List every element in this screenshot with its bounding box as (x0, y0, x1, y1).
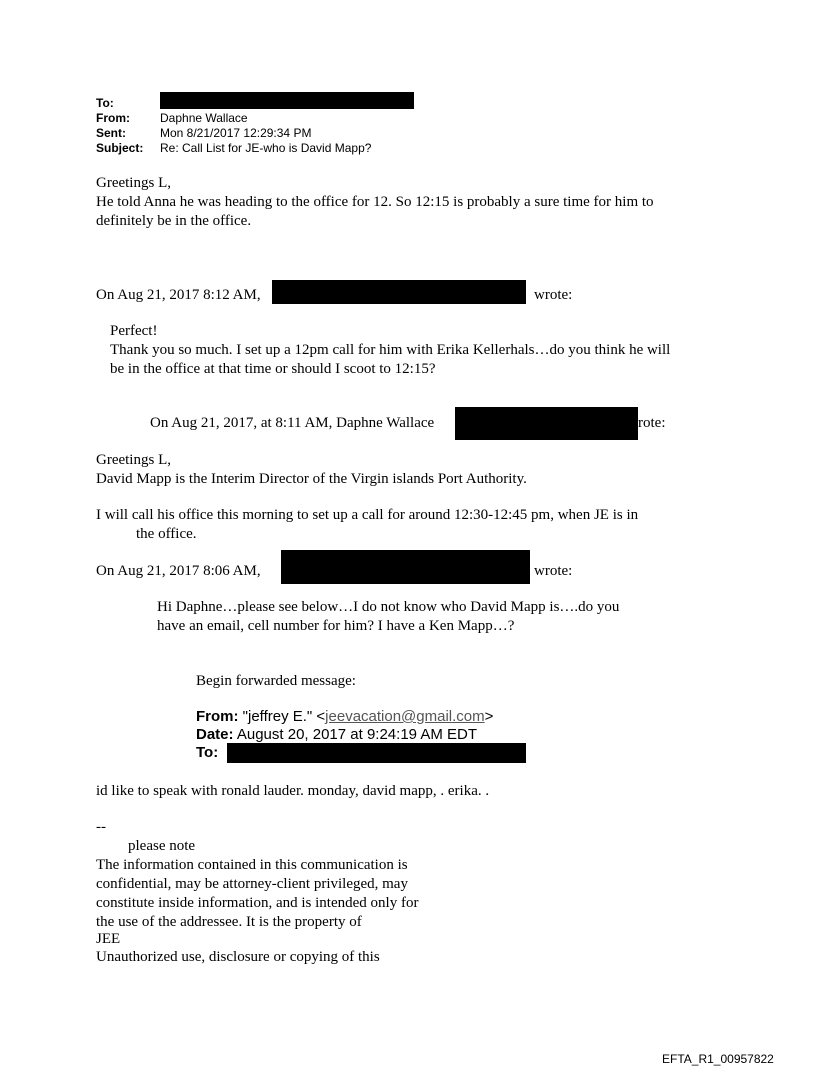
forwarded-begin: Begin forwarded message: (196, 673, 356, 689)
quote2-prefix: On Aug 21, 2017, at 8:11 AM, Daphne Wallace (150, 415, 435, 431)
quote1-prefix: On Aug 21, 2017 8:12 AM, (96, 287, 261, 303)
quote1-line2: be in the office at that time or should I scoot to 12:15? (110, 361, 436, 377)
quote2-line2: I will call his office this morning to set up a call for around 12:30-12:45 pm, when JE is in (96, 507, 639, 523)
footer-line2: confidential, may be attorney-client privileged, may (96, 876, 408, 892)
quote1-suffix: wrote: (534, 287, 573, 303)
quote2-suffix: rote: (638, 415, 666, 431)
forwarded-to-line (196, 744, 218, 762)
header-sent-row (96, 126, 516, 141)
body-message: id like to speak with ronald lauder. monday, david mapp, . erika. . (96, 783, 490, 799)
forwarded-to-label: To: (196, 744, 219, 761)
quote3-line2: have an email, cell number for him? I have a Ken Mapp…? (157, 618, 515, 634)
footer-line1: The information contained in this communication is (96, 857, 408, 873)
subject-label: Subject: (96, 141, 144, 155)
header-from-row (96, 111, 516, 126)
quote2-line1: David Mapp is the Interim Director of the Virgin islands Port Authority. (96, 471, 527, 487)
forwarded-date-label: Date: (196, 726, 234, 743)
redaction-to (160, 92, 414, 109)
quote1-perfect: Perfect! (110, 323, 158, 339)
from-value: Daphne Wallace (160, 111, 248, 125)
quote3-prefix: On Aug 21, 2017 8:06 AM, (96, 563, 261, 579)
footer-line5: JEE (96, 931, 121, 947)
footer-dashes: -- (96, 819, 106, 835)
redaction-quote2-email (455, 407, 638, 440)
footer-line6: Unauthorized use, disclosure or copying of this (96, 949, 380, 965)
footer-line4: the use of the addressee. It is the property of (96, 914, 362, 930)
reply1-line2: definitely be in the office. (96, 213, 252, 229)
forwarded-from-close: > (484, 708, 494, 725)
quote2-line3: the office. (136, 526, 197, 542)
forwarded-date-line (196, 726, 477, 744)
redaction-forwarded-to (227, 743, 526, 763)
to-label: To: (96, 96, 114, 110)
forwarded-from-email-link[interactable]: jeevacation@gmail.com (325, 708, 485, 725)
sent-value: Mon 8/21/2017 12:29:34 PM (160, 126, 312, 140)
forwarded-date-value: August 20, 2017 at 9:24:19 AM EDT (233, 726, 478, 743)
header-subject-row (96, 141, 516, 156)
quote2-greeting: Greetings L, (96, 452, 171, 468)
quote3-suffix: wrote: (534, 563, 573, 579)
quote3-line1: Hi Daphne…please see below…I do not know who David Mapp is….do you (157, 599, 620, 615)
sent-label: Sent: (96, 126, 126, 140)
footer-please-note: please note (128, 838, 196, 854)
from-label: From: (96, 111, 130, 125)
redaction-quote3-sender (281, 550, 530, 584)
reply1-line1: He told Anna he was heading to the office for 12. So 12:15 is probably a sure time for him to (96, 194, 654, 210)
quote1-line1: Thank you so much. I set up a 12pm call for him with Erika Kellerhals…do you think he will (110, 342, 671, 358)
footer-line3: constitute inside information, and is intended only for (96, 895, 419, 911)
document-id: EFTA_R1_00957822 (662, 1052, 774, 1066)
reply1-greeting: Greetings L, (96, 175, 171, 191)
subject-value: Re: Call List for JE-who is David Mapp? (160, 141, 372, 155)
forwarded-from-label: From: (196, 708, 239, 725)
forwarded-from-line (196, 708, 493, 726)
forwarded-from-name: "jeffrey E." < (238, 708, 326, 725)
redaction-quote1-sender (272, 280, 526, 304)
